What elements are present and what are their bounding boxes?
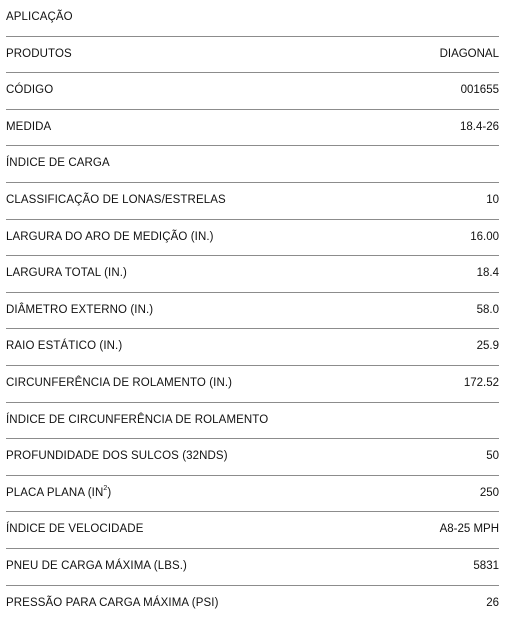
spec-label: LARGURA DO ARO DE MEDIÇÃO (IN.) — [6, 230, 214, 243]
spec-label: CLASSIFICAÇÃO DE LONAS/ESTRELAS — [6, 194, 226, 207]
spec-label: LARGURA TOTAL (IN.) — [6, 267, 127, 280]
spec-label: PRESSÃO PARA CARGA MÁXIMA (PSI) — [6, 597, 219, 610]
spec-value: 10 — [486, 194, 499, 207]
spec-value: 18.4 — [476, 267, 499, 280]
spec-value: 26 — [486, 597, 499, 610]
spec-row-classificacao-lonas — [6, 183, 499, 220]
spec-value: 001655 — [460, 84, 499, 97]
spec-value: 58.0 — [476, 303, 499, 316]
spec-label: CIRCUNFERÊNCIA DE ROLAMENTO (IN.) — [6, 376, 233, 389]
spec-row-largura-total — [6, 256, 499, 293]
spec-value: 172.52 — [463, 376, 499, 389]
spec-label: PROFUNDIDADE DOS SULCOS (32NDS) — [6, 450, 228, 463]
spec-label-superscript: 2 — [103, 484, 108, 492]
spec-label: RAIO ESTÁTICO (IN.) — [6, 340, 123, 353]
spec-label: PRODUTOS — [6, 47, 72, 60]
spec-label: DIÂMETRO EXTERNO (IN.) — [6, 303, 154, 316]
spec-row-pressao-carga-maxima — [6, 586, 499, 623]
spec-row-indice-circunferencia — [6, 403, 499, 440]
spec-row-profundidade-sulcos — [6, 439, 499, 476]
spec-label: ÍNDICE DE VELOCIDADE — [6, 523, 144, 536]
spec-row-produtos — [6, 37, 499, 74]
spec-value: 16.00 — [470, 230, 499, 243]
spec-row-indice-carga — [6, 146, 499, 183]
spec-row-indice-velocidade — [6, 512, 499, 549]
spec-label-suffix: ) — [107, 486, 112, 499]
spec-label: CÓDIGO — [6, 84, 54, 97]
spec-value: 250 — [479, 486, 499, 499]
spec-row-diametro-externo — [6, 293, 499, 330]
spec-value: A8-25 MPH — [439, 523, 499, 536]
spec-row-largura-aro — [6, 220, 499, 257]
spec-row-placa-plana — [6, 476, 499, 513]
spec-row-medida — [6, 110, 499, 147]
spec-row-raio-estatico — [6, 329, 499, 366]
spec-value: DIAGONAL — [439, 47, 499, 60]
spec-label: ÍNDICE DE CARGA — [6, 157, 110, 170]
spec-label: PNEU DE CARGA MÁXIMA (LBS.) — [6, 559, 187, 572]
spec-value: 18.4-26 — [459, 120, 499, 133]
spec-row-pneu-carga-maxima — [6, 549, 499, 586]
spec-label: PLACA PLANA (IN — [6, 486, 104, 499]
spec-label: ÍNDICE DE CIRCUNFERÊNCIA DE ROLAMENTO — [6, 413, 269, 426]
spec-value: 25.9 — [476, 340, 499, 353]
spec-value: 5831 — [473, 559, 499, 572]
spec-label: MEDIDA — [6, 120, 52, 133]
spec-label-group — [6, 484, 112, 500]
spec-row-circunferencia-rolamento — [6, 366, 499, 403]
spec-value: 50 — [486, 450, 499, 463]
spec-row-codigo — [6, 73, 499, 110]
spec-row-aplicacao — [6, 0, 499, 37]
spec-label: APLICAÇÃO — [6, 11, 73, 24]
